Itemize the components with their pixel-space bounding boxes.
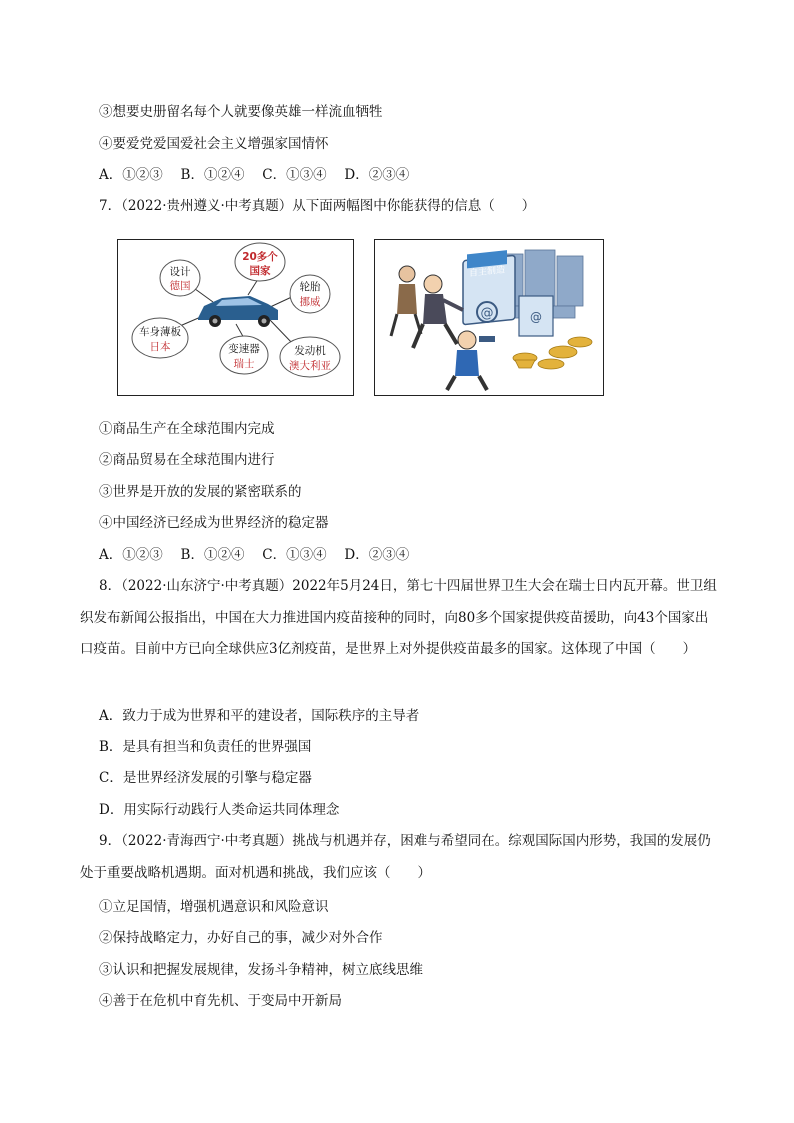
- countries-label: 20多个: [242, 251, 278, 263]
- monitor-icon: [463, 250, 515, 342]
- design-country: 德国: [169, 280, 191, 292]
- q6-item4: ④要爱党爱国爱社会主义增强家国情怀: [99, 136, 329, 152]
- screen-text: 自主制造: [469, 265, 505, 280]
- q7-options: A．①②③ B．①②④ C．①③④ D．②③④: [99, 547, 410, 563]
- q8-option-c: C．是世界经济发展的引擎与稳定器: [99, 770, 312, 786]
- car-icon: [198, 296, 278, 327]
- q9-item4: ④善于在危机中育先机、于变局中开新局: [99, 993, 342, 1009]
- body-country: 日本: [149, 341, 171, 353]
- gearbox-country: 瑞士: [233, 358, 255, 370]
- cartoon-figure: [374, 239, 604, 396]
- body-label: 车身薄板: [139, 326, 181, 338]
- svg-text:@: @: [480, 306, 494, 321]
- small-monitor-icon: [519, 296, 553, 336]
- q9-item1: ①立足国情，增强机遇意识和风险意识: [99, 899, 329, 915]
- q8-option-b: B．是具有担当和负责任的世界强国: [99, 739, 312, 755]
- running-man-icon: [413, 275, 463, 348]
- background-man-icon: [391, 266, 421, 336]
- countries-label2: 国家: [249, 265, 271, 277]
- tire-country: 挪威: [299, 296, 321, 308]
- gearbox-label: 变速器: [228, 343, 260, 355]
- design-label: 设计: [169, 266, 191, 278]
- q7-item3: ③世界是开放的发展的紧密联系的: [99, 484, 302, 500]
- q7-item1: ①商品生产在全球范围内完成: [99, 421, 275, 437]
- q9-stem: 9．（2022·青海西宁·中考真题）挑战与机遇并存，困难与希望同在。综观国际国内形势，我国的发展仍处于重要战略机遇期。面对机遇和挑战，我们应该（ ）: [80, 833, 711, 881]
- engine-label: 发动机: [294, 345, 326, 357]
- car-origin-svg: [118, 240, 352, 394]
- cartoon-svg: [375, 240, 602, 394]
- q6-item3: ③想要史册留名每个人就要像英雄一样流血牺牲: [99, 104, 383, 120]
- q9-item3: ③认识和把握发展规律，发扬斗争精神，树立底线思维: [99, 962, 423, 978]
- tire-label: 轮胎: [299, 281, 321, 293]
- engine-country: 澳大利亚: [289, 360, 331, 372]
- q8-stem: 8．（2022·山东济宁·中考真题）2022年5月24日，第七十四届世界卫生大会在瑞士日内瓦开幕。世卫组织发布新闻公报指出，中国在大力推进国内疫苗接种的同时，向80多个国家提供疫苗援助，向43个国家出口疫苗。目前中方已向全球供应3亿剂疫苗，是世界上对外提供疫苗最多的国家。这体现了中国（ ）: [80, 578, 717, 657]
- q9-item2: ②保持战略定力，办好自己的事，减少对外合作: [99, 930, 383, 946]
- q7-item2: ②商品贸易在全球范围内进行: [99, 452, 275, 468]
- q6-options: A．①②③ B．①②④ C．①③④ D．②③④: [99, 167, 410, 183]
- q8-option-a: A．致力于成为世界和平的建设者，国际秩序的主导者: [99, 708, 420, 724]
- q7-stem: 7．（2022·贵州遵义·中考真题）从下面两幅图中你能获得的信息（ ）: [99, 198, 536, 214]
- gold-coins-icon: [513, 337, 592, 369]
- q8-option-d: D．用实际行动践行人类命运共同体理念: [99, 802, 340, 818]
- q7-item4: ④中国经济已经成为世界经济的稳定器: [99, 515, 329, 531]
- car-origin-diagram: [117, 239, 354, 396]
- svg-text:@: @: [530, 310, 542, 324]
